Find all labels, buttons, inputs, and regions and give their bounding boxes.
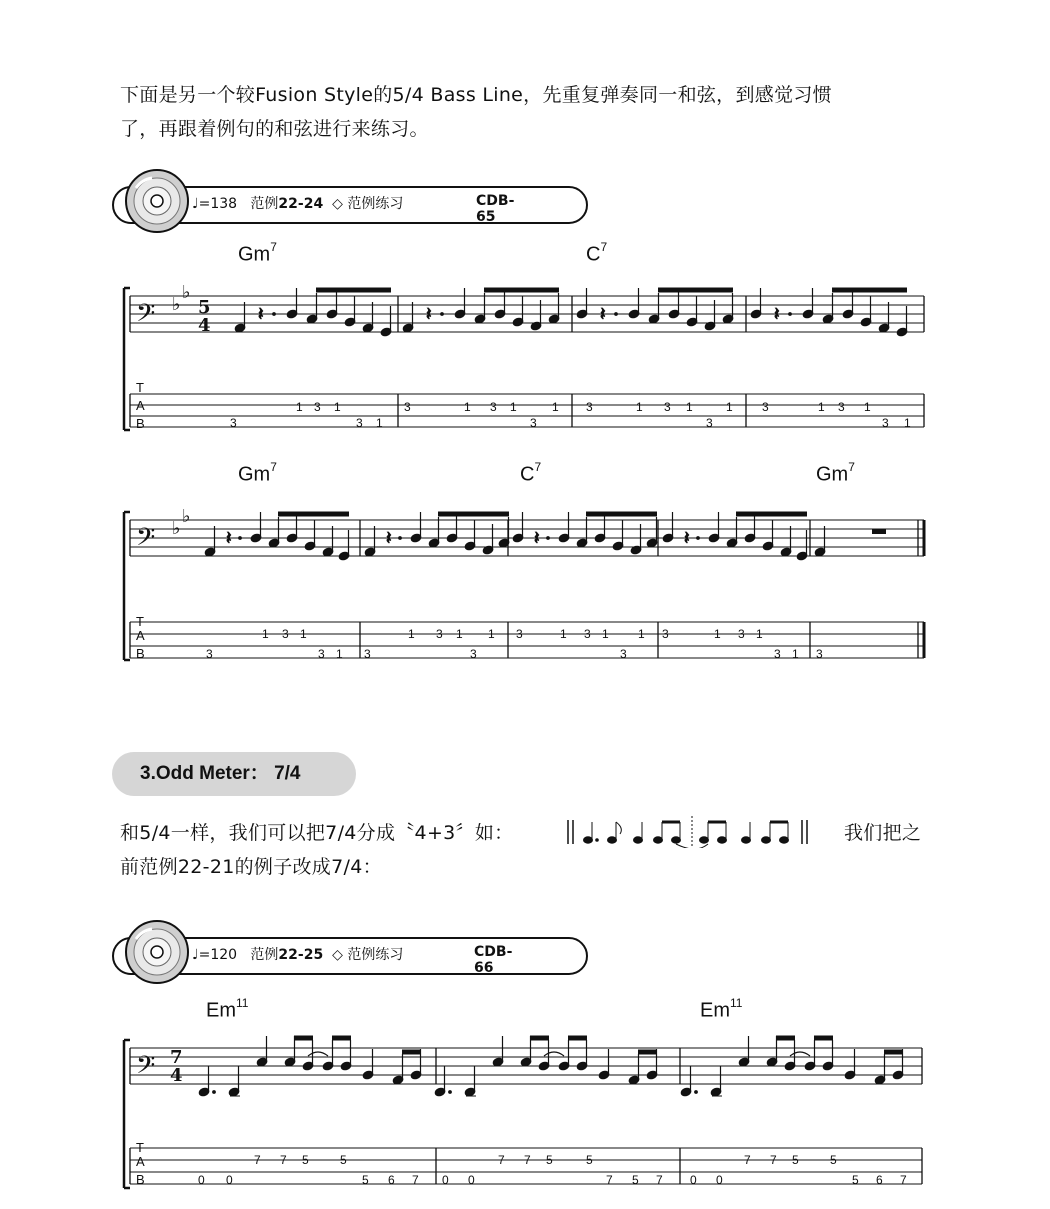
example-number: 22-25: [278, 947, 324, 963]
notehead: [250, 533, 262, 543]
chord-symbol: Gm$^7$: [238, 460, 277, 486]
chord-symbol: Gm$^7$: [238, 240, 277, 266]
tab-number: 3: [882, 416, 889, 430]
notehead: [512, 533, 524, 543]
notehead: [896, 327, 908, 337]
notehead: [428, 538, 440, 548]
tab-number: 0: [468, 1173, 475, 1187]
tab-number: 7: [656, 1173, 663, 1187]
notehead: [198, 1087, 210, 1097]
notehead: [594, 533, 606, 543]
beam: [531, 1036, 549, 1040]
notehead: [822, 314, 834, 324]
staff-system-3: [124, 1040, 922, 1188]
tab-number: 3: [314, 400, 321, 414]
cd-icon: [122, 917, 192, 987]
tab-number: 3: [816, 647, 823, 661]
notehead: [814, 547, 826, 557]
intro-paragraph: [120, 78, 950, 146]
time-signature-bottom: 4: [198, 315, 211, 336]
tab-number: 1: [904, 416, 911, 430]
notehead: [392, 1075, 404, 1085]
notehead: [628, 309, 640, 319]
tab-number: 7: [606, 1173, 613, 1187]
svg-text:T: T: [136, 1140, 144, 1155]
tab-number: 1: [726, 400, 733, 414]
notehead: [874, 1075, 886, 1085]
tab-number: 7: [744, 1153, 751, 1167]
notehead: [576, 1061, 588, 1071]
notehead: [844, 1070, 856, 1080]
beam: [885, 1050, 903, 1054]
notehead: [646, 1070, 658, 1080]
tab-number: 7: [498, 1153, 505, 1167]
notehead: [726, 538, 738, 548]
notehead: [304, 541, 316, 551]
notehead: [326, 309, 338, 319]
notehead: [498, 538, 510, 548]
svg-text:T: T: [136, 380, 144, 395]
tab-number: 1: [262, 627, 269, 641]
tab-number: 3: [586, 400, 593, 414]
tab-number: 3: [762, 400, 769, 414]
note-dot: [695, 1091, 698, 1094]
rhythm-pattern: [564, 814, 844, 848]
bass-clef-icon: 𝄢: [136, 523, 156, 558]
tab-number: 1: [818, 400, 825, 414]
tab-number: 5: [852, 1173, 859, 1187]
notehead: [380, 327, 392, 337]
tab-number: 3: [318, 647, 325, 661]
notehead: [780, 547, 792, 557]
notehead: [558, 1061, 570, 1071]
notehead: [344, 317, 356, 327]
tab-number: 1: [456, 627, 463, 641]
note-dot: [213, 1091, 216, 1094]
quarter-rest-icon: 𝄽: [386, 528, 392, 549]
beam: [279, 512, 349, 516]
tab-number: 5: [362, 1173, 369, 1187]
beam: [569, 1036, 587, 1040]
tab-label: [136, 614, 145, 661]
notehead: [860, 317, 872, 327]
chord-symbol: Em$^{11}$: [700, 996, 743, 1022]
tab-number: 1: [864, 400, 871, 414]
tab-number: 1: [510, 400, 517, 414]
tab-number: 3: [490, 400, 497, 414]
meter-line-1a: 和5/4一样，我们可以把7/4分成〝4+3〞如：: [120, 822, 514, 844]
intro-line-2: 了，再跟着例句的和弦进行来练习。: [120, 118, 429, 140]
note-dot: [547, 537, 550, 540]
tab-number: 5: [586, 1153, 593, 1167]
tab-number: 1: [336, 647, 343, 661]
tab-number: 3: [530, 416, 537, 430]
notehead: [548, 314, 560, 324]
svg-text:B: B: [136, 1172, 145, 1187]
notehead: [576, 538, 588, 548]
tab-number: 6: [876, 1173, 883, 1187]
time-signature-bottom: 4: [170, 1065, 183, 1086]
notehead: [576, 309, 588, 319]
beam: [403, 1050, 421, 1054]
notehead: [446, 533, 458, 543]
section-heading: 3.Odd Meter： 7/4: [112, 752, 356, 796]
tab-number: 3: [470, 647, 477, 661]
beam: [815, 1036, 833, 1040]
beam: [659, 288, 733, 292]
tab-number: 7: [770, 1153, 777, 1167]
notehead: [512, 317, 524, 327]
flat-icon: ♭: [182, 282, 191, 303]
tab-number: 5: [632, 1173, 639, 1187]
tab-number: 0: [198, 1173, 205, 1187]
tempo-marking: ♩=138: [192, 196, 238, 212]
notehead: [410, 1070, 422, 1080]
staff-system-1: [124, 288, 924, 430]
tab-number: 1: [300, 627, 307, 641]
notehead: [558, 533, 570, 543]
notehead: [410, 533, 422, 543]
tab-number: 1: [638, 627, 645, 641]
note-dot: [697, 537, 700, 540]
beam: [639, 1050, 657, 1054]
note-dot: [615, 313, 618, 316]
notehead: [362, 1070, 374, 1080]
notehead: [738, 1057, 750, 1067]
quarter-rest-icon: 𝄽: [534, 528, 540, 549]
tab-number: 5: [792, 1153, 799, 1167]
quarter-rest-icon: 𝄽: [684, 528, 690, 549]
notehead: [286, 533, 298, 543]
notehead: [256, 1057, 268, 1067]
beam: [777, 1036, 795, 1040]
tab-number: 5: [830, 1153, 837, 1167]
tab-number: 0: [690, 1173, 697, 1187]
svg-text:A: A: [136, 398, 145, 413]
svg-text:B: B: [136, 646, 145, 661]
quarter-rest-icon: 𝄽: [226, 528, 232, 549]
notehead: [686, 317, 698, 327]
notehead: [454, 309, 466, 319]
notehead: [842, 309, 854, 319]
notehead: [628, 1075, 640, 1085]
notehead: [268, 538, 280, 548]
notehead: [340, 1061, 352, 1071]
tab-number: 3: [282, 627, 289, 641]
tab-number: 1: [408, 627, 415, 641]
notehead: [530, 321, 542, 331]
tie: [790, 1052, 810, 1056]
notehead: [234, 323, 246, 333]
tab-number: 7: [280, 1153, 287, 1167]
notehead: [322, 547, 334, 557]
notehead: [434, 1087, 446, 1097]
tab-number: 1: [560, 627, 567, 641]
tab-number: 3: [620, 647, 627, 661]
notehead: [766, 1057, 778, 1067]
beam: [485, 288, 559, 292]
notehead: [204, 547, 216, 557]
beam: [439, 512, 509, 516]
notehead: [744, 533, 756, 543]
tab-number: 1: [464, 400, 471, 414]
tab-number: 1: [296, 400, 303, 414]
time-signature-top: 7: [170, 1047, 183, 1068]
notehead: [796, 551, 808, 561]
notehead: [364, 547, 376, 557]
note-dot: [239, 537, 242, 540]
bass-clef-icon: 𝄢: [136, 299, 156, 334]
beam: [295, 1036, 313, 1040]
notehead: [750, 309, 762, 319]
tab-number: 3: [404, 400, 411, 414]
tab-label: [136, 1140, 145, 1187]
tab-label: [136, 380, 145, 431]
note-dot: [441, 313, 444, 316]
tab-number: 3: [584, 627, 591, 641]
track-code: CDB-66: [474, 944, 513, 976]
flat-icon: ♭: [182, 506, 191, 527]
tab-number: 3: [230, 416, 237, 430]
tab-number: 3: [364, 647, 371, 661]
quarter-rest-icon: 𝄽: [600, 304, 606, 325]
notehead: [784, 1061, 796, 1071]
chord-symbol: $C^7$: [586, 240, 608, 266]
tab-number: 7: [524, 1153, 531, 1167]
tab-number: 1: [376, 416, 383, 430]
svg-text:A: A: [136, 628, 145, 643]
notehead: [804, 1061, 816, 1071]
notehead: [520, 1057, 532, 1067]
meter-line-2: 前范例22-21的例子改成7/4：: [120, 856, 382, 878]
tab-number: 3: [206, 647, 213, 661]
notehead: [668, 309, 680, 319]
example-label: 范例: [250, 196, 279, 212]
bass-clef-icon: 𝄢: [136, 1051, 156, 1086]
beam: [333, 1036, 351, 1040]
tab-number: 1: [792, 647, 799, 661]
example-kind: ◇ 范例练习: [332, 947, 404, 963]
tab-number: 5: [546, 1153, 553, 1167]
cd-icon: [122, 166, 192, 236]
notehead: [494, 309, 506, 319]
tab-number: 0: [716, 1173, 723, 1187]
quarter-rest-icon: 𝄽: [258, 304, 264, 325]
notehead: [322, 1061, 334, 1071]
tab-number: 3: [738, 627, 745, 641]
notehead: [722, 314, 734, 324]
notehead: [492, 1057, 504, 1067]
notehead: [286, 309, 298, 319]
notehead: [762, 541, 774, 551]
tab-number: 3: [838, 400, 845, 414]
notehead: [704, 321, 716, 331]
tab-number: 3: [516, 627, 523, 641]
tab-number: 7: [412, 1173, 419, 1187]
svg-text:A: A: [136, 1154, 145, 1169]
example-caption: [192, 944, 403, 964]
tab-number: 3: [664, 400, 671, 414]
notehead: [228, 1087, 240, 1097]
notehead: [598, 1070, 610, 1080]
example-label: 范例: [250, 947, 279, 963]
flat-icon: ♭: [172, 294, 181, 315]
notehead: [362, 323, 374, 333]
chord-symbol: Gm$^7$: [816, 460, 855, 486]
tempo-marking: ♩=120: [192, 947, 238, 963]
notehead: [648, 314, 660, 324]
time-signature-top: 5: [198, 297, 211, 318]
beam: [317, 288, 391, 292]
tab-number: 1: [636, 400, 643, 414]
notehead: [302, 1061, 314, 1071]
note-dot: [399, 537, 402, 540]
notehead: [878, 323, 890, 333]
notehead: [708, 533, 720, 543]
svg-text:B: B: [136, 416, 145, 431]
notehead: [630, 545, 642, 555]
tab-number: 1: [602, 627, 609, 641]
svg-text:T: T: [136, 614, 144, 629]
track-code: CDB-65: [476, 193, 515, 225]
notehead: [464, 541, 476, 551]
notehead: [822, 1061, 834, 1071]
flat-icon: ♭: [172, 518, 181, 539]
staff-system-2: [124, 512, 924, 660]
tab-number: 0: [226, 1173, 233, 1187]
tie: [308, 1052, 328, 1056]
meter-line-1b: 我们把之: [844, 822, 922, 844]
notehead: [802, 309, 814, 319]
tab-number: 1: [756, 627, 763, 641]
tab-number: 1: [488, 627, 495, 641]
tab-number: 3: [436, 627, 443, 641]
tab-number: 1: [686, 400, 693, 414]
tab-number: 3: [356, 416, 363, 430]
tab-number: 3: [706, 416, 713, 430]
tie: [544, 1052, 564, 1056]
quarter-rest-icon: 𝄽: [426, 304, 432, 325]
quarter-rest-icon: 𝄽: [774, 304, 780, 325]
note-dot: [449, 1091, 452, 1094]
tab-number: 5: [340, 1153, 347, 1167]
intro-line-1: 下面是另一个较Fusion Style的5/4 Bass Line，先重复弹奏同一和弦，到感觉习惯: [120, 84, 832, 106]
notehead: [474, 314, 486, 324]
chord-symbol: $C^7$: [520, 460, 542, 486]
notehead: [612, 541, 624, 551]
tab-number: 7: [254, 1153, 261, 1167]
note-dot: [789, 313, 792, 316]
tab-number: 6: [388, 1173, 395, 1187]
notehead: [284, 1057, 296, 1067]
tab-number: 5: [302, 1153, 309, 1167]
tab-number: 1: [552, 400, 559, 414]
notehead: [892, 1070, 904, 1080]
notehead: [662, 533, 674, 543]
beam: [587, 512, 657, 516]
tab-number: 0: [442, 1173, 449, 1187]
beam: [833, 288, 907, 292]
example-kind: ◇ 范例练习: [332, 196, 404, 212]
notehead: [338, 551, 350, 561]
tab-number: 3: [662, 627, 669, 641]
notehead: [402, 323, 414, 333]
notehead: [646, 538, 658, 548]
tab-number: 3: [774, 647, 781, 661]
beam: [737, 512, 807, 516]
example-number: 22-24: [278, 196, 324, 212]
example-caption: [192, 193, 403, 213]
tab-number: 1: [334, 400, 341, 414]
notehead: [680, 1087, 692, 1097]
notehead: [464, 1087, 476, 1097]
notehead: [710, 1087, 722, 1097]
tab-number: 1: [714, 627, 721, 641]
chord-symbol: Em$^{11}$: [206, 996, 249, 1022]
notehead: [306, 314, 318, 324]
meter-paragraph: [120, 816, 950, 884]
tab-number: 7: [900, 1173, 907, 1187]
notehead: [482, 545, 494, 555]
note-dot: [273, 313, 276, 316]
notehead: [538, 1061, 550, 1071]
